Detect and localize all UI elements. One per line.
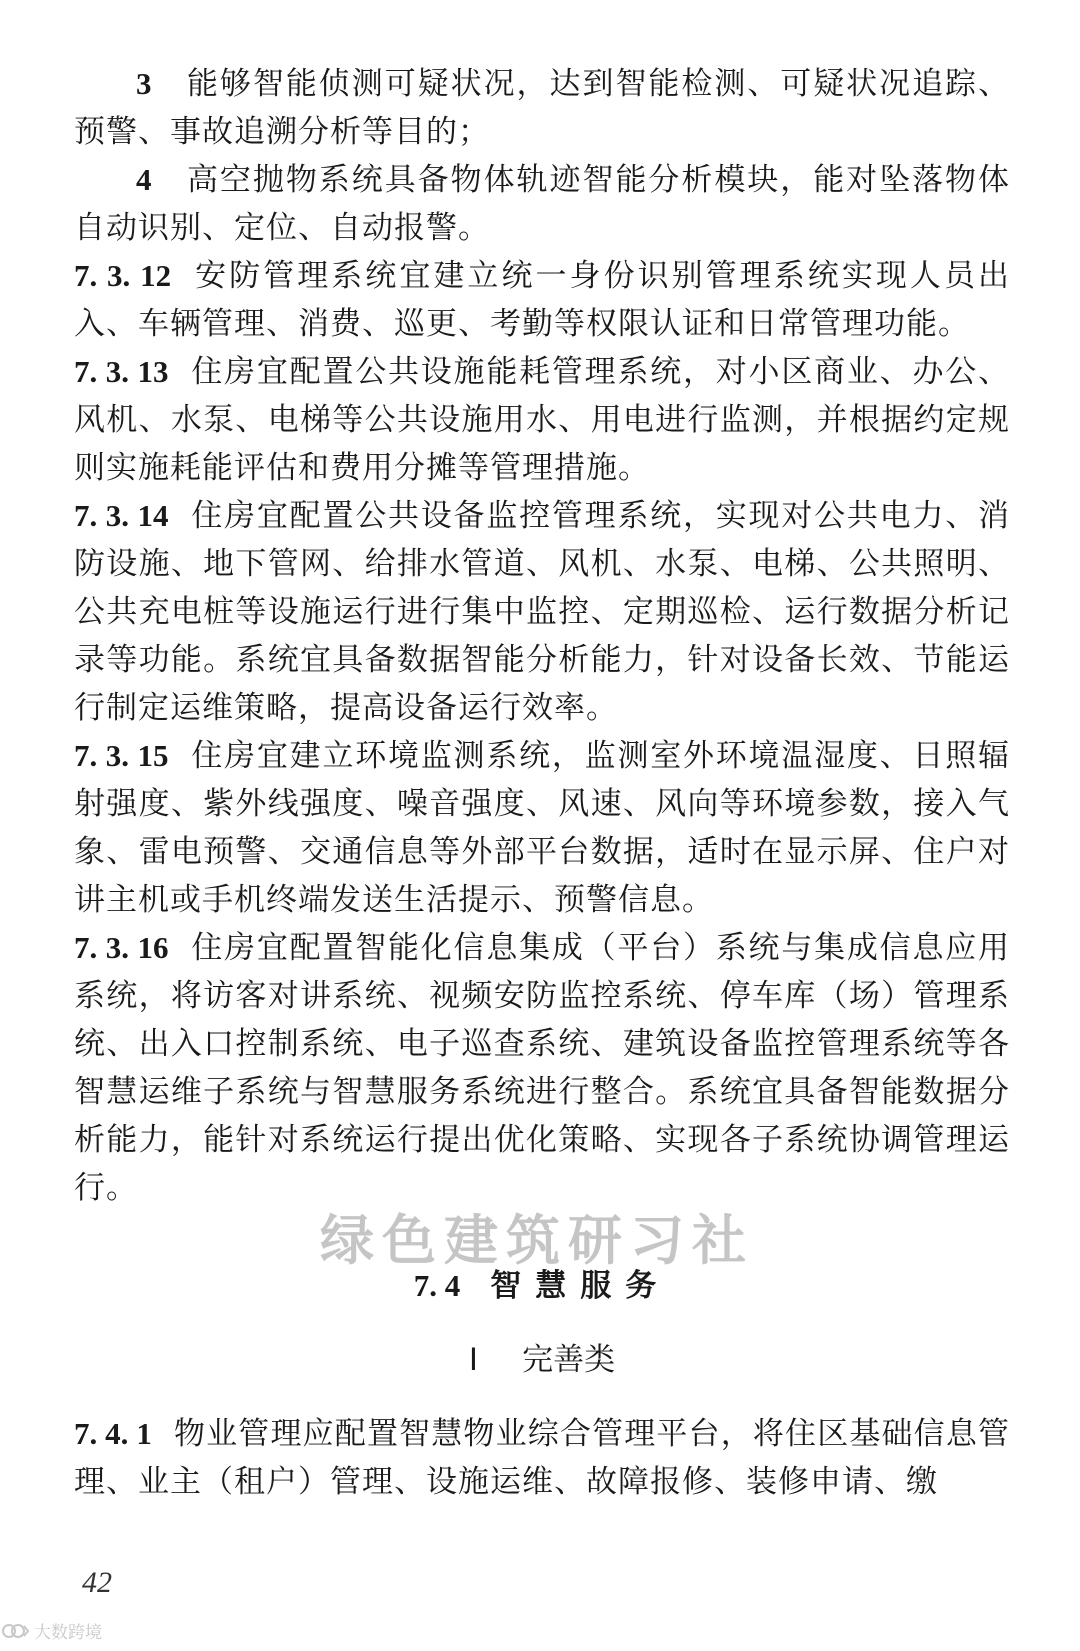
subsection-title: 完善类 xyxy=(522,1342,616,1378)
clause-7-3-15 xyxy=(74,732,1010,924)
item-text: 高空抛物系统具备物体轨迹智能分析模块，能对坠落物体自动识别、定位、自动报警。 xyxy=(74,162,1011,246)
clause-number: 7. 3. 12 xyxy=(74,258,172,293)
clause-7-3-13 xyxy=(74,348,1010,492)
clause-text: 安防管理系统宜建立统一身份识别管理系统实现人员出入、车辆管理、消费、巡更、考勤等权限认证和日常管理功能。 xyxy=(74,258,1010,342)
logo-text: 大数跨境 xyxy=(34,1623,102,1643)
section-heading xyxy=(74,1262,1010,1310)
list-item xyxy=(74,60,1010,156)
clause-number: 7. 3. 13 xyxy=(74,354,169,389)
item-number: 3 xyxy=(136,66,152,101)
clause-7-3-16 xyxy=(74,924,1010,1212)
clause-7-3-14 xyxy=(74,492,1010,732)
item-number: 4 xyxy=(136,162,152,197)
watermark-text: 绿色建筑研习社 xyxy=(320,1209,754,1272)
clause-text: 住房宜配置公共设备监控管理系统，实现对公共电力、消防设施、地下管网、给排水管道、风机、水泵、电梯、公共照明、公共充电桩等设施运行进行集中监控、定期巡检、运行数据分析记录等功能。系统宜具备数据智能分析能力，针对设备长效、节能运行制定运维策略，提高设备运行效率。 xyxy=(74,498,1011,726)
subsection-roman: Ⅰ xyxy=(468,1342,479,1377)
clause-number: 7. 3. 16 xyxy=(74,930,169,965)
clause-text: 住房宜配置智能化信息集成（平台）系统与集成信息应用系统，将访客对讲系统、视频安防监控系统、停车库（场）管理系统、出入口控制系统、电子巡查系统、建筑设备监控管理系统等各智慧运维子系统与智慧服务系统进行整合。系统宜具备智能数据分析能力，能针对系统运行提出优化策略、实现各子系统协调管理运行。 xyxy=(74,930,1011,1206)
clause-number: 7. 3. 15 xyxy=(74,738,169,773)
logo-icon xyxy=(2,1622,30,1640)
section-title: 智慧服务 xyxy=(490,1268,671,1304)
brand-logo xyxy=(2,1618,102,1643)
subsection-heading xyxy=(74,1336,1010,1384)
clause-number: 7. 3. 14 xyxy=(74,498,169,533)
document-page xyxy=(74,60,1010,1506)
clause-7-4-1 xyxy=(74,1410,1010,1506)
page-number: 42 xyxy=(82,1566,112,1599)
clause-number: 7. 4. 1 xyxy=(74,1416,152,1451)
clause-text: 住房宜配置公共设施能耗管理系统，对小区商业、办公、风机、水泵、电梯等公共设施用水、用电进行监测，并根据约定规则实施耗能评估和费用分摊等管理措施。 xyxy=(74,354,1011,486)
clause-text: 住房宜建立环境监测系统，监测室外环境温湿度、日照辐射强度、紫外线强度、噪音强度、风速、风向等环境参数，接入气象、雷电预警、交通信息等外部平台数据，适时在显示屏、住户对讲主机或手机终端发送生活提示、预警信息。 xyxy=(74,738,1011,918)
clause-7-3-12 xyxy=(74,252,1010,348)
section-number: 7. 4 xyxy=(413,1268,461,1303)
item-text: 能够智能侦测可疑状况，达到智能检测、可疑状况追踪、预警、事故追溯分析等目的； xyxy=(74,66,1011,150)
clause-text: 物业管理应配置智慧物业综合管理平台，将住区基础信息管理、业主（租户）管理、设施运维、故障报修、装修申请、缴 xyxy=(74,1416,1011,1500)
list-item xyxy=(74,156,1010,252)
